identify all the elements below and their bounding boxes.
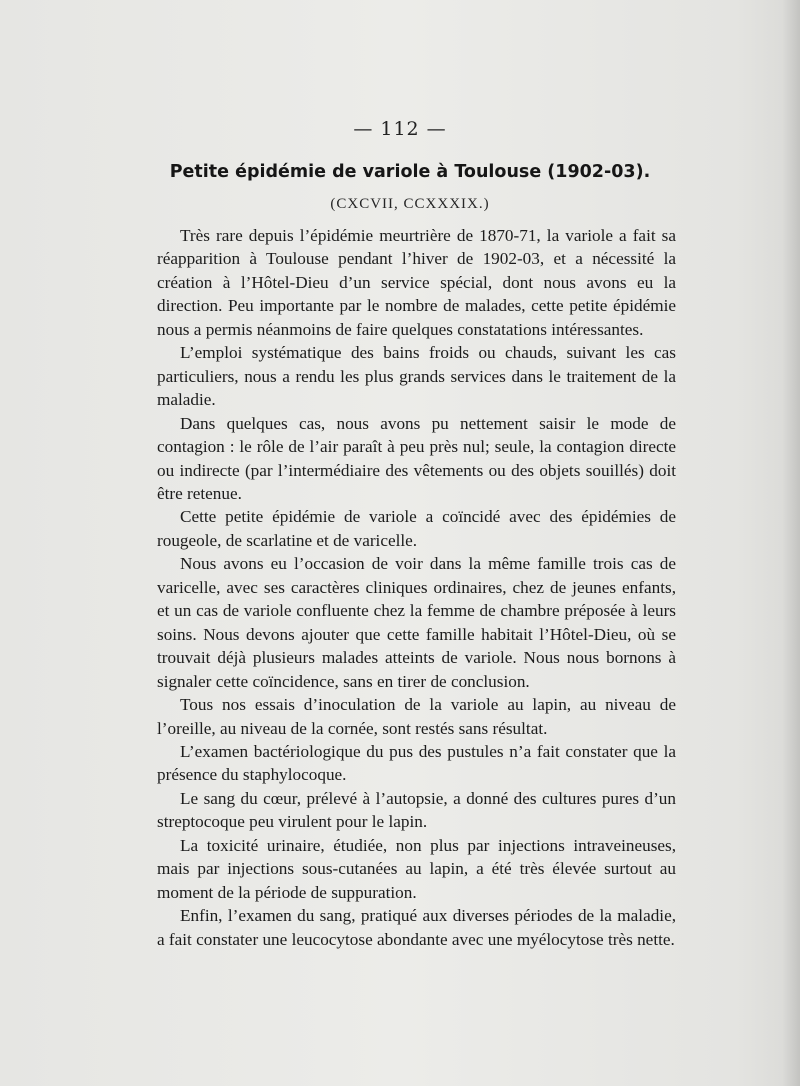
section-references: (CXCVII, CCXXXIX.) (330, 196, 490, 212)
paragraph: L’examen bactériologique du pus des pustules n’a fait constater que la présence du staphylocoque. (157, 741, 676, 785)
paragraph: L’emploi systématique des bains froids ou chauds, suivant les cas particuliers, nous a rendu les plus grands services dans le traitement de la maladie. (157, 343, 676, 410)
paragraph: Très rare depuis l’épidémie meurtrière de 1870-71, la variole a fait sa réapparition à Toulouse pendant l’hiver de 1902-03, et a nécessité la création à l’Hôtel-Dieu d’un service spécial, dont nous avons eu la direction. Peu importante par le nombre de malades, cette petite épidémie nous a permis néanmoins de faire quelques constatations intéressantes. (157, 226, 676, 339)
paragraph: La toxicité urinaire, étudiée, non plus par injections intraveineuses, mais par injections sous-cutanées au lapin, a été très élevée surtout au moment de la période de suppuration. (157, 835, 676, 902)
page-number: — 112 — (353, 118, 447, 140)
paragraph: Nous avons eu l’occasion de voir dans la même famille trois cas de varicelle, avec ses caractères cliniques ordinaires, chez de jeunes enfants, et un cas de variole confluente chez la femme de chambre préposée à leurs soins. Nous devons ajouter que cette famille habitait l’Hôtel-Dieu, où se trouvait déjà plusieurs malades atteints de variole. Nous nous bornons à signaler cette coïncidence, sans en tirer de conclusion. (157, 554, 676, 691)
paragraph: Cette petite épidémie de variole a coïncidé avec des épidémies de rougeole, de scarlatine et de varicelle. (157, 507, 676, 550)
paragraph: Enfin, l’examen du sang, pratiqué aux diverses périodes de la maladie, a fait constater une leucocytose abondante avec une myélocytose très nette. (157, 906, 676, 949)
body-text (157, 224, 676, 951)
page-edge-shadow (782, 0, 800, 1086)
paragraph: Le sang du cœur, prélevé à l’autopsie, a donné des cultures pures d’un streptocoque peu virulent pour le lapin. (157, 788, 676, 832)
section-title: Petite épidémie de variole à Toulouse (1902-03). (169, 162, 651, 182)
paragraph: Tous nos essais d’inoculation de la variole au lapin, au niveau de l’oreille, au niveau de la cornée, sont restés sans résultat. (157, 695, 676, 738)
paragraph: Dans quelques cas, nous avons pu nettement saisir le mode de contagion : le rôle de l’air paraît à peu près nul; seule, la contagion directe ou indirecte (par l’intermédiaire des vêtements ou des objets souillés) doit être retenue. (157, 413, 676, 503)
